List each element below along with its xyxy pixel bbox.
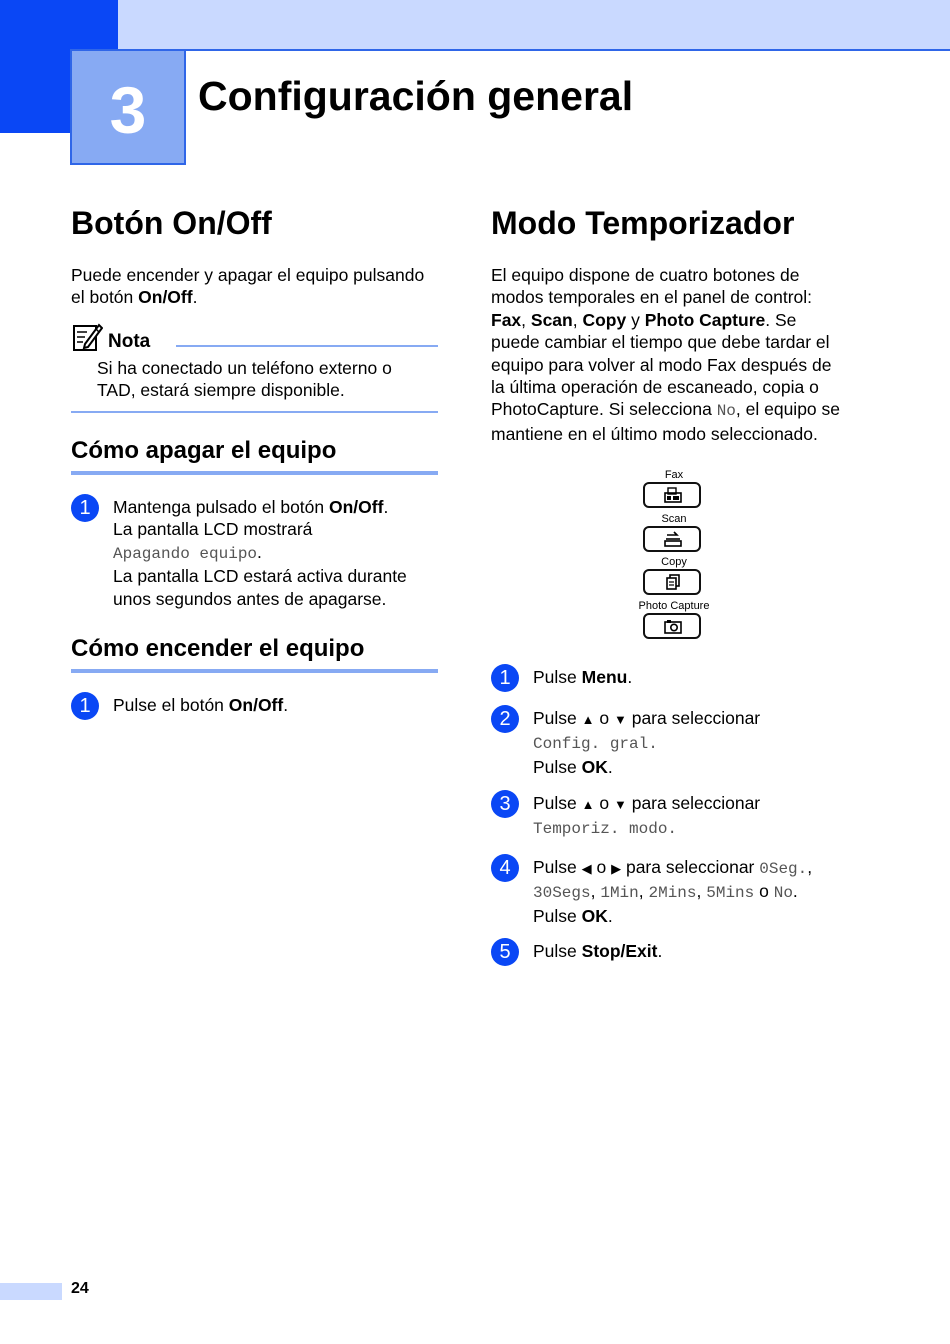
- copy-mode-button: [643, 569, 701, 595]
- note-line-1: Si ha conectado un teléfono externo o: [97, 358, 392, 378]
- section-heading-power-off: Cómo apagar el equipo: [71, 437, 337, 464]
- menu-key-name: Menu: [581, 667, 628, 687]
- text: .: [383, 497, 389, 517]
- intro-line: [491, 309, 891, 331]
- chapter-title: Configuración general: [198, 73, 634, 119]
- intro-line: [491, 398, 891, 422]
- text: para seleccionar: [626, 708, 761, 728]
- step-line: [533, 731, 760, 755]
- text: .: [283, 695, 289, 715]
- text: .: [792, 881, 798, 902]
- note-pencil-icon: [73, 322, 103, 352]
- text: ,: [521, 309, 531, 330]
- fax-mode-button: [643, 482, 701, 508]
- fax-key-name: Fax: [491, 309, 522, 330]
- text: .: [607, 756, 613, 777]
- onoff-key-name: On/Off: [138, 287, 193, 308]
- chapter-number: 3: [109, 73, 147, 147]
- text: o: [594, 793, 614, 813]
- note-divider-top: [176, 345, 438, 347]
- text: .: [657, 941, 663, 961]
- note-divider-bottom: [71, 411, 438, 413]
- text: para seleccionar: [626, 793, 761, 813]
- heading-underline: [71, 669, 438, 673]
- stop-exit-key-name: Stop/Exit: [581, 941, 658, 961]
- lcd-option: 30Segs: [533, 884, 591, 903]
- step-line: [533, 856, 812, 880]
- text: Pulse el botón: [113, 695, 229, 715]
- step-line: [533, 816, 760, 840]
- scan-button-label: Scan: [661, 513, 687, 525]
- text: .: [257, 541, 262, 562]
- step-line: unos segundos antes de apagarse.: [113, 588, 387, 609]
- step-line: La pantalla LCD mostrará: [113, 519, 313, 540]
- text: ,: [638, 881, 649, 902]
- up-arrow-icon: ▲: [581, 712, 595, 727]
- text: .: [192, 287, 198, 308]
- step-text: [533, 940, 662, 962]
- step-text: [113, 694, 288, 716]
- text: o: [594, 708, 614, 728]
- step-line: [533, 707, 760, 731]
- text: PhotoCapture. Si selecciona: [491, 399, 717, 420]
- right-arrow-icon: ▶: [611, 861, 622, 876]
- step-line: [533, 880, 812, 904]
- scanner-icon: [664, 531, 682, 547]
- text: , el equipo se: [735, 399, 841, 420]
- photo-capture-mode-button: [643, 613, 701, 639]
- text: ,: [572, 309, 583, 330]
- copy-button-label: Copy: [661, 556, 687, 568]
- text: Pulse: [533, 793, 582, 813]
- intro-line: la última operación de escaneado, copia o: [491, 377, 819, 398]
- onoff-key-name: On/Off: [329, 497, 384, 517]
- scan-key-name: Scan: [530, 309, 573, 330]
- lcd-menu-option: Temporiz. modo.: [533, 820, 678, 839]
- down-arrow-icon: ▼: [613, 712, 627, 727]
- text: el botón: [71, 287, 139, 308]
- step-number-badge: 3: [491, 790, 519, 818]
- text: y: [626, 309, 645, 330]
- copy-icon: [664, 574, 682, 590]
- page-number: 24: [71, 1280, 89, 1297]
- intro-line: modos temporales en el panel de control:: [491, 287, 813, 308]
- section-heading-onoff: Botón On/Off: [71, 205, 272, 241]
- lcd-option: 1Min: [600, 884, 639, 903]
- intro-line: puede cambiar el tiempo que debe tardar el: [491, 332, 830, 353]
- fax-button-label: Fax: [664, 469, 684, 481]
- text: Pulse: [533, 708, 582, 728]
- text: .: [607, 905, 613, 926]
- camera-icon: [664, 618, 682, 634]
- lcd-option-no: No: [716, 402, 736, 421]
- section-heading-mode-timer: Modo Temporizador: [491, 205, 795, 241]
- chapter-number-box: [70, 49, 186, 165]
- fax-icon: [664, 487, 682, 503]
- step-line: La pantalla LCD estará activa durante: [113, 566, 407, 587]
- ok-key-name: OK: [581, 756, 608, 777]
- intro-line: mantiene en el último modo seleccionado.: [491, 423, 818, 444]
- step-text: [113, 496, 407, 610]
- step-number-badge: 1: [71, 692, 99, 720]
- text: . Se: [765, 309, 797, 330]
- section-heading-power-on: Cómo encender el equipo: [71, 635, 365, 662]
- step-number-badge: 2: [491, 705, 519, 733]
- photo-capture-key-name: Photo Capture: [644, 309, 766, 330]
- step-line: [113, 541, 407, 565]
- lcd-menu-option: Config. gral.: [533, 735, 658, 754]
- up-arrow-icon: ▲: [581, 797, 595, 812]
- step-number-badge: 4: [491, 854, 519, 882]
- step-text: [533, 666, 632, 688]
- lcd-option: 0Seg.: [759, 860, 808, 878]
- step-line: [533, 756, 760, 778]
- ok-key-name: OK: [581, 905, 608, 926]
- lcd-message: Apagando equipo: [113, 544, 258, 563]
- onoff-key-name: On/Off: [228, 695, 284, 715]
- mode-timer-intro: [491, 264, 891, 445]
- footer-bar: [0, 1283, 62, 1300]
- lcd-option: No: [773, 884, 793, 903]
- text: Mantenga pulsado el botón: [113, 497, 329, 517]
- intro-line: El equipo dispone de cuatro botones de: [491, 265, 800, 285]
- onoff-intro-line2: [71, 286, 451, 308]
- control-panel-illustration: [614, 468, 734, 644]
- step-text: [533, 707, 760, 778]
- text: o: [591, 857, 612, 877]
- header-band: [118, 0, 950, 51]
- text: Pulse: [533, 857, 582, 877]
- copy-key-name: Copy: [582, 309, 627, 330]
- text: .: [627, 667, 633, 687]
- text: Pulse: [533, 905, 582, 926]
- note-line-2: TAD, estará siempre disponible.: [97, 380, 345, 401]
- step-line: [533, 792, 760, 816]
- text: Pulse: [533, 941, 582, 961]
- photo-capture-button-label: Photo Capture: [638, 600, 710, 612]
- lcd-option: 5Mins: [706, 884, 755, 903]
- step-text: [533, 792, 760, 841]
- heading-underline: [71, 471, 438, 475]
- down-arrow-icon: ▼: [613, 797, 627, 812]
- onoff-intro: [71, 264, 451, 309]
- scan-mode-button: [643, 526, 701, 552]
- text: Pulse: [533, 667, 582, 687]
- text: o: [754, 881, 774, 902]
- text: Pulse: [533, 756, 582, 777]
- step-number-badge: 1: [491, 664, 519, 692]
- note-body: [97, 357, 392, 402]
- step-number-badge: 5: [491, 938, 519, 966]
- lcd-option: 2Mins: [648, 884, 697, 903]
- step-line: [113, 496, 407, 518]
- text: ,: [590, 881, 601, 902]
- intro-line: equipo para volver al modo Fax después de: [491, 354, 832, 375]
- note-label: Nota: [108, 331, 151, 352]
- onoff-intro-line1: Puede encender y apagar el equipo pulsando: [71, 265, 425, 285]
- step-line: [533, 905, 812, 927]
- text: ,: [696, 881, 707, 902]
- left-arrow-icon: ◀: [581, 861, 592, 876]
- text: para seleccionar: [621, 857, 760, 877]
- text: ,: [807, 857, 813, 877]
- step-number-badge: 1: [71, 494, 99, 522]
- step-text: [533, 856, 812, 927]
